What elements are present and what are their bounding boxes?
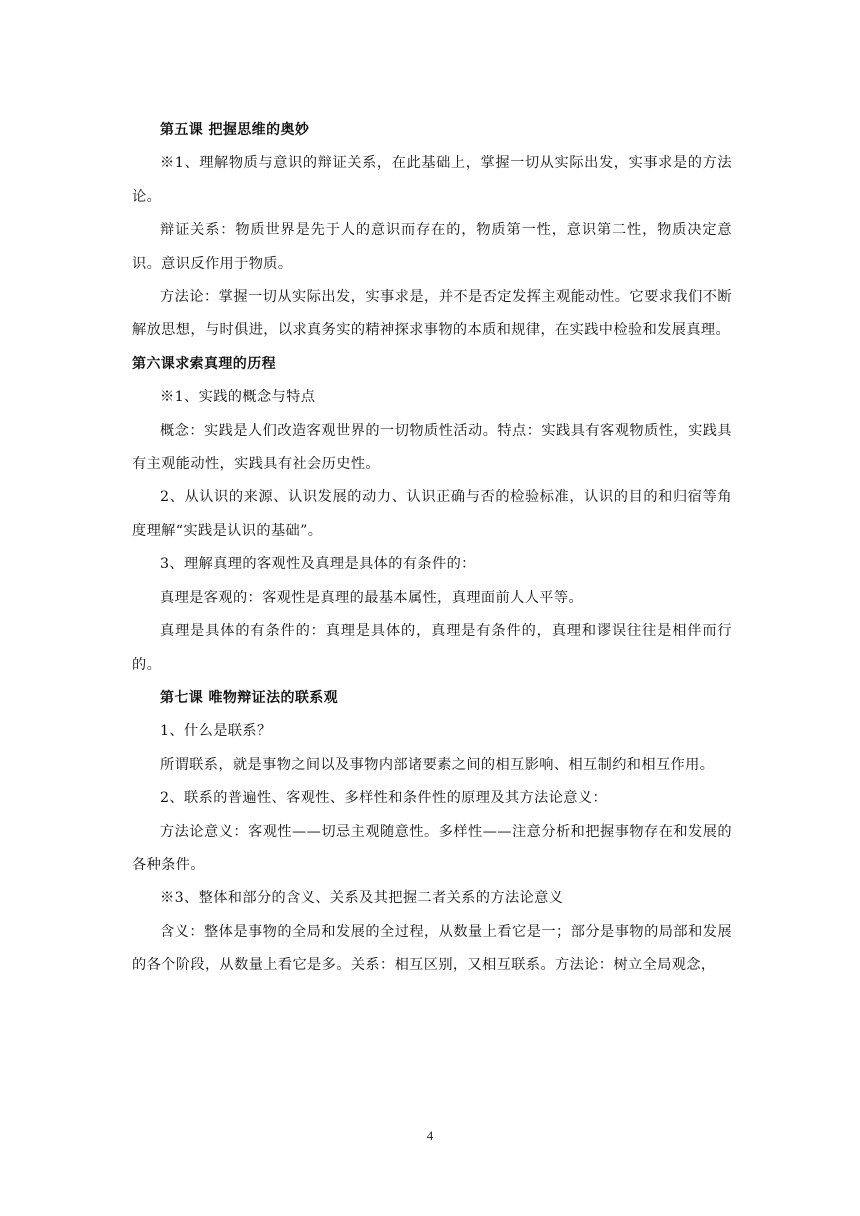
lesson-6-heading: 第六课求索真理的历程: [132, 355, 276, 372]
paragraph: 真理是客观的：客观性是真理的最基本属性，真理面前人人平等。: [160, 589, 584, 606]
paragraph: 方法论：掌握一切从实际出发，实事求是，并不是否定发挥主观能动性。它要求我们不断解放思想，与时俱进，以求真务实的精神探求事物的本质和规律，在实践中检验和发展真理。: [132, 289, 732, 339]
paragraph: 所谓联系，就是事物之间以及事物内部诸要素之间的相互影响、相互制约和相互作用。: [160, 756, 715, 773]
paragraph: 3、理解真理的客观性及真理是具体的有条件的：: [160, 556, 476, 573]
paragraph: 辩证关系：物质世界是先于人的意识而存在的，物质第一性，意识第二性，物质决定意识。意识反作用于物质。: [132, 222, 732, 272]
paragraph: 含义：整体是事物的全局和发展的全过程，从数量上看它是一；部分是事物的局部和发展的各个阶段，从数量上看它是多。关系：相互区别，又相互联系。方法论：树立全局观念，: [132, 923, 732, 974]
lesson-7-heading: 第七课 唯物辩证法的联系观: [160, 689, 339, 706]
paragraph: 真理是具体的有条件的：真理是具体的，真理是有条件的，真理和谬误往往是相伴而行的。: [132, 623, 732, 673]
paragraph: ※1、实践的概念与特点: [160, 389, 316, 406]
lesson-5-heading: 第五课 把握思维的奥妙: [160, 122, 310, 138]
paragraph: 概念：实践是人们改造客观世界的一切物质性活动。特点：实践具有客观物质性，实践具有主观能动性，实践具有社会历史性。: [132, 422, 732, 473]
paragraph: 1、什么是联系？: [160, 723, 272, 740]
page-number: 4: [426, 1128, 434, 1143]
paragraph: ※1、理解物质与意识的辩证关系，在此基础上，掌握一切从实际出发，实事求是的方法论。: [132, 155, 732, 205]
paragraph: ※3、整体和部分的含义、关系及其把握二者关系的方法论意义: [160, 890, 564, 907]
paragraph: 2、联系的普遍性、客观性、多样性和条件性的原理及其方法论意义：: [160, 790, 608, 807]
page-content: [132, 114, 732, 983]
paragraph: 2、从认识的来源、认识发展的动力、认识正确与否的检验标准，认识的目的和归宿等角度理解“实践是认识的基础”。: [132, 489, 732, 539]
paragraph: 方法论意义：客观性——切忌主观随意性。多样性——注意分析和把握事物存在和发展的各种条件。: [132, 823, 732, 873]
